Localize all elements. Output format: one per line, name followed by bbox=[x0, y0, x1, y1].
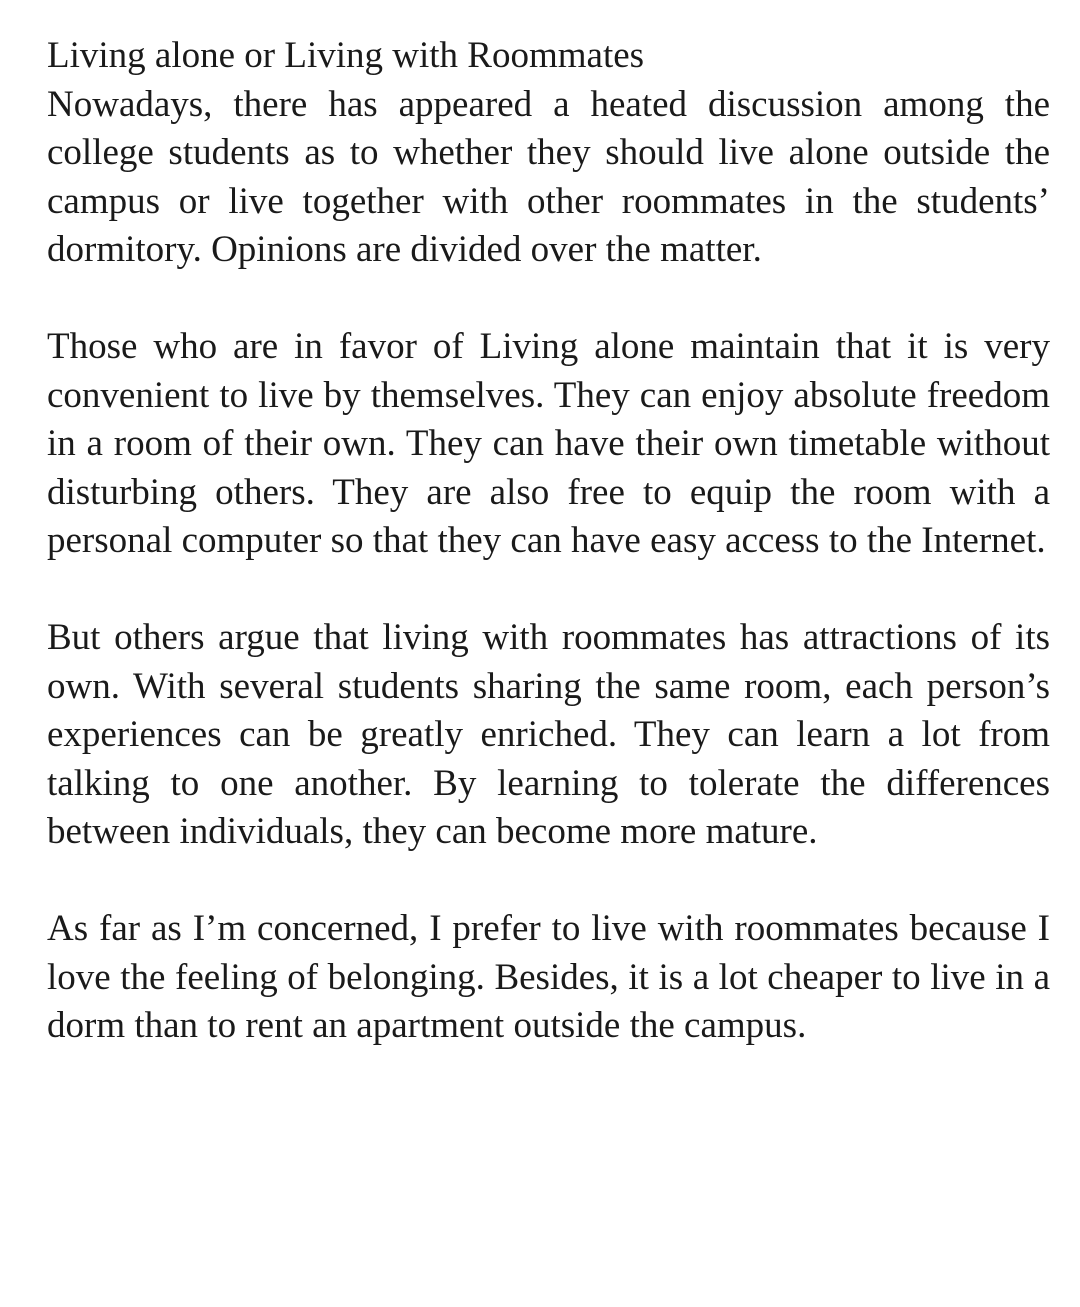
paragraph-living-with-roommates: But others argue that living with roommates has attractions of its own. With several students sharing the same room, each person’s experiences can be greatly enriched. They can learn a lot from talking to one another. By learning to tolerate the differences between individuals, they can become more mature. bbox=[47, 616, 1050, 853]
essay-page bbox=[47, 32, 1050, 1051]
paragraph-living-alone: Those who are in favor of Living alone maintain that it is very convenient to live by themselves. They can enjoy absolute freedom in a room of their own. They can have their own timetable without disturbing others. They are also free to equip the room with a personal computer so that they can have easy access to the Internet. bbox=[47, 325, 1050, 562]
paragraph-conclusion: As far as I’m concerned, I prefer to live with roommates because I love the feeling of belonging. Besides, it is a lot cheaper to live in a dorm than to rent an apartment outside the campus. bbox=[47, 907, 1050, 1047]
paragraph-introduction: Nowadays, there has appeared a heated discussion among the college students as to whether they should live alone outside the campus or live together with other roommates in the students’ dormitory. Opinions are divided over the matter. bbox=[47, 83, 1050, 271]
essay-title: Living alone or Living with Roommates bbox=[47, 35, 645, 76]
